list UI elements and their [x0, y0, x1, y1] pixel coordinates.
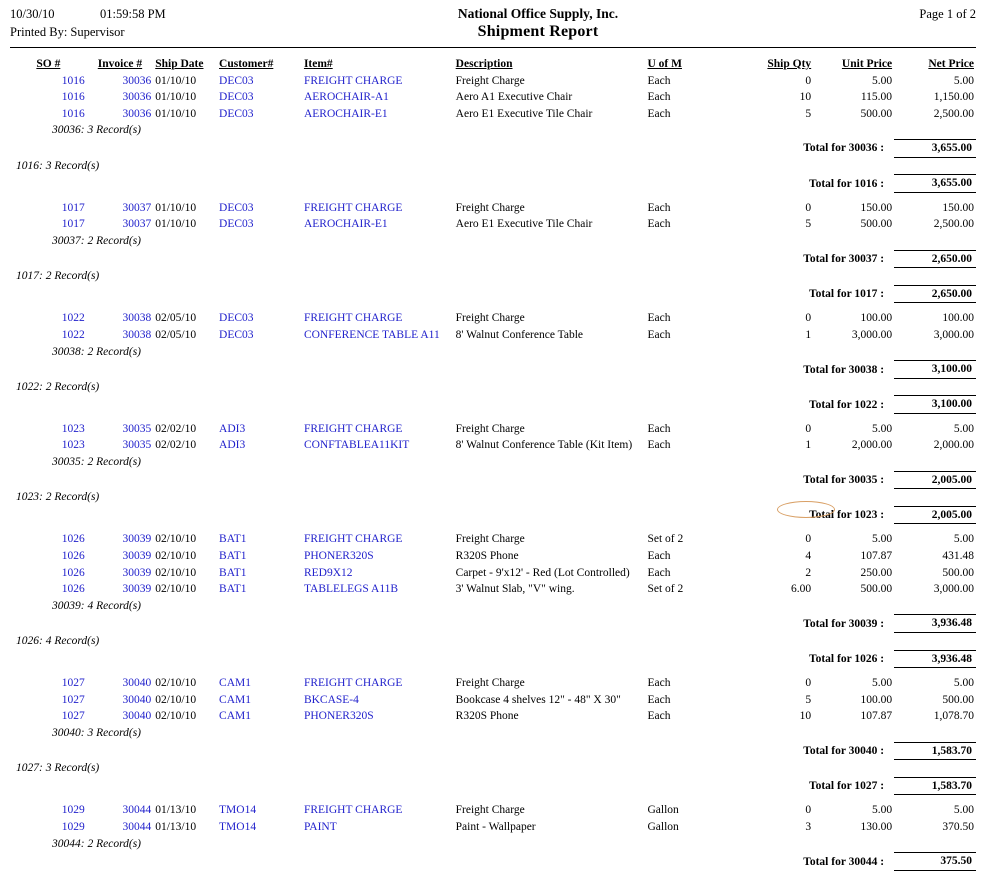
order-record-count-row — [10, 760, 976, 778]
column-header-ship-date: Ship Date — [155, 58, 204, 70]
cell-uom: Each — [647, 566, 671, 579]
report-date: 10/30/10 — [10, 7, 55, 21]
cell-ship-date: 02/05/10 — [155, 328, 197, 341]
cell-customer[interactable]: BAT1 — [219, 533, 247, 546]
order-total-row — [10, 506, 976, 524]
order-total-row — [10, 650, 976, 668]
cell-net: 2,500.00 — [933, 218, 974, 231]
column-header-description: Description — [455, 58, 513, 70]
column-header-customer: Customer# — [219, 58, 274, 70]
cell-qty: 4 — [805, 550, 812, 563]
cell-item[interactable]: BKCASE-4 — [303, 693, 359, 706]
table-row[interactable] — [10, 327, 976, 344]
cell-description: Aero E1 Executive Tile Chair — [455, 218, 593, 231]
cell-ship-date: 01/10/10 — [155, 107, 197, 120]
cell-unit: 107.87 — [860, 550, 893, 563]
cell-unit: 100.00 — [860, 312, 893, 325]
cell-ship-date: 02/02/10 — [155, 422, 197, 435]
group-spacer-cell — [10, 413, 976, 421]
cell-ship-date: 02/05/10 — [155, 312, 197, 325]
cell-item[interactable]: FREIGHT CHARGE — [303, 74, 403, 87]
cell-unit: 107.87 — [860, 710, 893, 723]
cell-item[interactable]: PHONER320S — [303, 550, 374, 563]
cell-uom: Each — [647, 91, 671, 104]
cell-net: 150.00 — [942, 201, 974, 214]
cell-net: 431.48 — [942, 550, 974, 563]
cell-qty: 0 — [805, 312, 812, 325]
order-total-label: Total for 1016 : — [808, 177, 885, 190]
cell-ship-date: 02/10/10 — [155, 566, 197, 579]
cell-so[interactable]: 1027 — [61, 677, 85, 690]
cell-description: 3' Walnut Slab, "V" wing. — [455, 583, 575, 596]
cell-ship-date: 01/10/10 — [155, 91, 197, 104]
order-total-row — [10, 777, 976, 795]
cell-so[interactable]: 1016 — [61, 107, 85, 120]
order-record-count-row — [10, 489, 976, 507]
cell-uom: Set of 2 — [647, 533, 684, 546]
cell-net: 5.00 — [953, 677, 974, 690]
cell-qty: 5 — [805, 693, 812, 706]
cell-uom: Each — [647, 312, 671, 325]
cell-description: Freight Charge — [455, 677, 525, 690]
cell-description: Aero E1 Executive Tile Chair — [455, 107, 593, 120]
cell-uom: Each — [647, 422, 671, 435]
cell-invoice[interactable]: 30040 — [122, 693, 152, 706]
cell-uom: Each — [647, 328, 671, 341]
cell-qty: 10 — [799, 710, 812, 723]
cell-ship-date: 01/10/10 — [155, 218, 197, 231]
cell-qty: 1 — [805, 439, 812, 452]
cell-customer[interactable]: ADI3 — [219, 439, 246, 452]
invoice-record-count: 30035: 2 Record(s) — [52, 456, 141, 469]
cell-description: Paint - Wallpaper — [455, 820, 536, 833]
table-row[interactable] — [10, 548, 976, 565]
group-spacer-cell — [10, 303, 976, 311]
cell-customer[interactable]: DEC03 — [219, 91, 254, 104]
invoice-record-count: 30040: 3 Record(s) — [52, 726, 141, 739]
table-row[interactable] — [10, 310, 976, 327]
cell-invoice[interactable]: 30038 — [122, 328, 152, 341]
cell-item[interactable]: FREIGHT CHARGE — [303, 312, 403, 325]
cell-customer[interactable]: DEC03 — [219, 218, 254, 231]
cell-customer[interactable]: TMO14 — [219, 804, 257, 817]
cell-net: 5.00 — [953, 74, 974, 87]
table-row[interactable] — [10, 216, 976, 233]
cell-customer[interactable]: BAT1 — [219, 583, 247, 596]
report-time: 01:59:58 PM — [100, 7, 166, 21]
group-spacer — [10, 870, 976, 878]
cell-unit: 115.00 — [860, 91, 893, 104]
table-row[interactable] — [10, 692, 976, 709]
cell-so[interactable]: 1027 — [61, 710, 85, 723]
cell-net: 5.00 — [953, 804, 974, 817]
table-row[interactable] — [10, 200, 976, 217]
invoice-record-count: 30038: 2 Record(s) — [52, 345, 141, 358]
cell-description: 8' Walnut Conference Table (Kit Item) — [455, 439, 633, 452]
table-row[interactable] — [10, 73, 976, 90]
order-record-count: 1027: 3 Record(s) — [16, 762, 100, 775]
cell-item[interactable]: TABLELEGS A11B — [303, 583, 399, 596]
cell-customer[interactable]: BAT1 — [219, 566, 247, 579]
report-header-top — [10, 6, 976, 22]
invoice-record-count-row — [10, 233, 976, 250]
group-spacer — [10, 524, 976, 532]
cell-item[interactable]: CONFTABLEA11KIT — [303, 439, 410, 452]
cell-net: 2,000.00 — [933, 439, 974, 452]
cell-description: Freight Charge — [455, 201, 525, 214]
order-record-count: 1026: 4 Record(s) — [16, 635, 100, 647]
invoice-total-amount: 2,650.00 — [894, 250, 976, 268]
cell-so[interactable]: 1026 — [61, 550, 85, 563]
cell-uom: Gallon — [647, 804, 679, 817]
cell-qty: 1 — [805, 328, 812, 341]
cell-item[interactable]: AEROCHAIR-E1 — [303, 107, 388, 120]
cell-qty: 0 — [805, 677, 812, 690]
cell-so[interactable]: 1016 — [61, 91, 85, 104]
order-total-amount: 3,100.00 — [894, 396, 976, 414]
cell-invoice[interactable]: 30037 — [122, 218, 152, 231]
table-header-row — [10, 56, 976, 73]
cell-item[interactable]: FREIGHT CHARGE — [303, 533, 403, 546]
cell-invoice[interactable]: 30039 — [122, 566, 152, 579]
cell-so[interactable]: 1026 — [61, 566, 85, 579]
column-header-invoice: Invoice # — [97, 58, 143, 70]
order-total-row — [10, 285, 976, 303]
cell-customer[interactable]: CAM1 — [219, 693, 251, 706]
order-record-count: 1016: 3 Record(s) — [16, 159, 100, 172]
invoice-record-count: 30039: 4 Record(s) — [52, 599, 141, 612]
cell-invoice[interactable]: 30036 — [122, 74, 152, 87]
cell-invoice[interactable]: 30044 — [122, 820, 152, 833]
cell-uom: Each — [647, 710, 671, 723]
cell-so[interactable]: 1023 — [61, 439, 85, 452]
cell-customer[interactable]: DEC03 — [219, 201, 254, 214]
cell-net: 500.00 — [942, 693, 974, 706]
cell-invoice[interactable]: 30036 — [122, 107, 152, 120]
order-total-amount: 3,655.00 — [894, 175, 976, 193]
table-row[interactable] — [10, 89, 976, 106]
table-row[interactable] — [10, 421, 976, 438]
cell-qty: 10 — [799, 91, 812, 104]
group-spacer-cell — [10, 668, 976, 676]
table-row[interactable] — [10, 106, 976, 123]
cell-item[interactable]: PHONER320S — [303, 710, 374, 723]
cell-uom: Gallon — [647, 820, 679, 833]
invoice-total-row — [10, 250, 976, 268]
cell-unit: 500.00 — [860, 218, 893, 231]
cell-item[interactable]: FREIGHT CHARGE — [303, 804, 403, 817]
cell-so[interactable]: 1027 — [61, 693, 85, 706]
order-total-label: Total for 1023 : — [808, 509, 885, 522]
cell-ship-date: 02/10/10 — [155, 693, 197, 706]
cell-ship-date: 01/13/10 — [155, 820, 197, 833]
invoice-total-amount: 375.50 — [894, 853, 976, 871]
cell-net: 500.00 — [942, 566, 974, 579]
cell-net: 5.00 — [953, 422, 974, 435]
cell-net: 100.00 — [942, 312, 974, 325]
cell-ship-date: 01/13/10 — [155, 804, 197, 817]
invoice-total-label: Total for 30035 : — [803, 474, 885, 487]
cell-invoice[interactable]: 30039 — [122, 583, 152, 596]
cell-invoice[interactable]: 30040 — [122, 710, 152, 723]
cell-uom: Each — [647, 218, 671, 231]
cell-invoice[interactable]: 30035 — [122, 422, 152, 435]
invoice-record-count-row — [10, 598, 976, 615]
invoice-record-count: 30037: 2 Record(s) — [52, 234, 141, 247]
column-header-ship-qty: Ship Qty — [767, 58, 812, 70]
group-spacer-cell — [10, 795, 976, 803]
cell-net: 1,078.70 — [933, 710, 974, 723]
table-row[interactable] — [10, 708, 976, 725]
order-total-label: Total for 1027 : — [808, 780, 885, 793]
cell-description: Freight Charge — [455, 74, 525, 87]
cell-description: R320S Phone — [455, 710, 519, 723]
table-body — [10, 73, 976, 878]
invoice-record-count-row — [10, 836, 976, 853]
cell-invoice[interactable]: 30036 — [122, 91, 152, 104]
group-spacer-cell — [10, 192, 976, 200]
order-record-count-row — [10, 157, 976, 175]
invoice-total-label: Total for 30039 : — [803, 617, 885, 630]
cell-uom: Each — [647, 201, 671, 214]
cell-uom: Each — [647, 693, 671, 706]
cell-ship-date: 01/10/10 — [155, 74, 197, 87]
cell-invoice[interactable]: 30039 — [122, 533, 152, 546]
cell-invoice[interactable]: 30037 — [122, 201, 152, 214]
cell-unit: 5.00 — [871, 533, 893, 546]
cell-unit: 130.00 — [860, 820, 893, 833]
cell-invoice[interactable]: 30038 — [122, 312, 152, 325]
invoice-total-label: Total for 30044 : — [803, 855, 885, 868]
order-total-amount: 3,936.48 — [894, 650, 976, 668]
invoice-total-row — [10, 742, 976, 760]
invoice-total-row — [10, 615, 976, 633]
shipment-table — [10, 56, 976, 878]
cell-uom: Set of 2 — [647, 583, 684, 596]
cell-unit: 500.00 — [860, 107, 893, 120]
cell-unit: 5.00 — [871, 74, 893, 87]
cell-qty: 5 — [805, 107, 812, 120]
invoice-total-row — [10, 471, 976, 489]
cell-customer[interactable]: DEC03 — [219, 107, 254, 120]
cell-unit: 3,000.00 — [851, 328, 893, 341]
table-row[interactable] — [10, 581, 976, 598]
order-total-row — [10, 396, 976, 414]
cell-ship-date: 02/10/10 — [155, 533, 197, 546]
cell-description: Bookcase 4 shelves 12" - 48" X 30" — [455, 693, 621, 706]
cell-so[interactable]: 1016 — [61, 74, 85, 87]
group-spacer-cell — [10, 524, 976, 532]
cell-uom: Each — [647, 74, 671, 87]
group-spacer — [10, 668, 976, 676]
cell-so[interactable]: 1023 — [61, 422, 85, 435]
cell-uom: Each — [647, 107, 671, 120]
group-spacer — [10, 192, 976, 200]
invoice-total-amount: 2,005.00 — [894, 471, 976, 489]
invoice-total-label: Total for 30040 : — [803, 745, 885, 758]
invoice-total-row — [10, 361, 976, 379]
invoice-record-count-row — [10, 725, 976, 742]
cell-so[interactable]: 1029 — [61, 820, 85, 833]
column-header-item: Item# — [303, 58, 333, 70]
cell-description: Freight Charge — [455, 533, 525, 546]
invoice-total-amount: 3,936.48 — [894, 615, 976, 633]
order-total-label: Total for 1022 : — [808, 398, 885, 411]
order-record-count: 1023: 2 Record(s) — [16, 491, 100, 504]
column-header-unit-price: Unit Price — [841, 58, 893, 70]
header-divider — [10, 47, 976, 48]
printed-by: Printed By: Supervisor — [10, 25, 125, 39]
cell-description: Freight Charge — [455, 312, 525, 325]
table-row[interactable] — [10, 565, 976, 582]
cell-unit: 5.00 — [871, 804, 893, 817]
cell-customer[interactable]: CAM1 — [219, 677, 251, 690]
group-spacer — [10, 303, 976, 311]
cell-so[interactable]: 1022 — [61, 312, 85, 325]
cell-ship-date: 02/10/10 — [155, 677, 197, 690]
cell-unit: 5.00 — [871, 677, 893, 690]
cell-customer[interactable]: BAT1 — [219, 550, 247, 563]
cell-item[interactable]: AEROCHAIR-E1 — [303, 218, 388, 231]
order-record-count-row — [10, 378, 976, 396]
cell-qty: 0 — [805, 804, 812, 817]
order-record-count-row — [10, 633, 976, 651]
cell-qty: 3 — [805, 820, 812, 833]
cell-item[interactable]: FREIGHT CHARGE — [303, 677, 403, 690]
cell-net: 5.00 — [953, 533, 974, 546]
cell-net: 3,000.00 — [933, 328, 974, 341]
invoice-record-count-row — [10, 122, 976, 139]
cell-unit: 150.00 — [860, 201, 893, 214]
cell-uom: Each — [647, 550, 671, 563]
order-record-count: 1022: 2 Record(s) — [16, 380, 100, 393]
table-row[interactable] — [10, 819, 976, 836]
cell-unit: 5.00 — [871, 422, 893, 435]
cell-unit: 100.00 — [860, 693, 893, 706]
cell-customer[interactable]: TMO14 — [219, 820, 257, 833]
table-row[interactable] — [10, 675, 976, 692]
cell-ship-date: 02/10/10 — [155, 710, 197, 723]
page-number: Page 1 of 2 — [919, 7, 976, 21]
cell-qty: 0 — [805, 201, 812, 214]
cell-qty: 2 — [805, 566, 812, 579]
cell-item[interactable]: CONFERENCE TABLE A11 — [303, 328, 440, 341]
cell-uom: Each — [647, 677, 671, 690]
cell-customer[interactable]: CAM1 — [219, 710, 251, 723]
cell-ship-date: 02/10/10 — [155, 550, 197, 563]
invoice-total-amount: 1,583.70 — [894, 742, 976, 760]
cell-ship-date: 01/10/10 — [155, 201, 197, 214]
cell-ship-date: 02/02/10 — [155, 439, 197, 452]
invoice-total-amount: 3,100.00 — [894, 361, 976, 379]
order-total-label: Total for 1026 : — [808, 653, 885, 666]
cell-so[interactable]: 1017 — [61, 201, 85, 214]
cell-invoice[interactable]: 30040 — [122, 677, 152, 690]
cell-unit: 250.00 — [860, 566, 893, 579]
order-record-count-row — [10, 268, 976, 286]
invoice-total-amount: 3,655.00 — [894, 139, 976, 157]
cell-item[interactable]: FREIGHT CHARGE — [303, 201, 403, 214]
table-row[interactable] — [10, 802, 976, 819]
page-title: Shipment Report — [477, 23, 599, 40]
invoice-total-row — [10, 139, 976, 157]
cell-net: 1,150.00 — [933, 91, 974, 104]
cell-so[interactable]: 1022 — [61, 328, 85, 341]
column-header-so: SO # — [36, 58, 61, 70]
cell-uom: Each — [647, 439, 671, 452]
cell-invoice[interactable]: 30039 — [122, 550, 152, 563]
cell-so[interactable]: 1029 — [61, 804, 85, 817]
cell-net: 2,500.00 — [933, 107, 974, 120]
cell-unit: 2,000.00 — [851, 439, 893, 452]
cell-description: 8' Walnut Conference Table — [455, 328, 583, 341]
order-total-amount: 2,005.00 — [894, 506, 976, 524]
cell-ship-date: 02/10/10 — [155, 583, 197, 596]
cell-net: 3,000.00 — [933, 583, 974, 596]
group-spacer — [10, 413, 976, 421]
invoice-total-label: Total for 30037 : — [803, 253, 885, 266]
invoice-total-label: Total for 30036 : — [803, 142, 885, 155]
invoice-total-label: Total for 30038 : — [803, 363, 885, 376]
cell-qty: 5 — [805, 218, 812, 231]
cell-net: 370.50 — [942, 820, 974, 833]
order-total-row — [10, 175, 976, 193]
cell-customer[interactable]: DEC03 — [219, 74, 254, 87]
cell-qty: 0 — [805, 533, 812, 546]
invoice-record-count: 30036: 3 Record(s) — [52, 124, 141, 137]
cell-description: Carpet - 9'x12' - Red (Lot Controlled) — [455, 566, 630, 579]
invoice-total-row — [10, 853, 976, 871]
cell-unit: 500.00 — [860, 583, 893, 596]
table-row[interactable] — [10, 531, 976, 548]
order-total-amount: 2,650.00 — [894, 285, 976, 303]
order-record-count: 1017: 2 Record(s) — [16, 270, 100, 283]
cell-qty: 0 — [805, 74, 812, 87]
column-header-net-price: Net Price — [928, 58, 974, 70]
invoice-record-count-row — [10, 454, 976, 471]
cell-item[interactable]: FREIGHT CHARGE — [303, 422, 403, 435]
cell-qty: 6.00 — [791, 583, 812, 596]
invoice-record-count: 30044: 2 Record(s) — [52, 837, 141, 850]
cell-so[interactable]: 1017 — [61, 218, 85, 231]
cell-customer[interactable]: ADI3 — [219, 422, 246, 435]
cell-so[interactable]: 1026 — [61, 583, 85, 596]
cell-customer[interactable]: DEC03 — [219, 328, 254, 341]
group-spacer — [10, 795, 976, 803]
cell-qty: 0 — [805, 422, 812, 435]
company-name: National Office Supply, Inc. — [457, 6, 619, 21]
cell-description: R320S Phone — [455, 550, 519, 563]
cell-item[interactable]: AEROCHAIR-A1 — [303, 91, 389, 104]
cell-item[interactable]: RED9X12 — [303, 566, 353, 579]
report-header-second — [10, 23, 976, 41]
table-row[interactable] — [10, 437, 976, 454]
cell-description: Aero A1 Executive Chair — [455, 91, 573, 104]
cell-invoice[interactable]: 30035 — [122, 439, 152, 452]
cell-customer[interactable]: DEC03 — [219, 312, 254, 325]
order-total-amount: 1,583.70 — [894, 777, 976, 795]
column-header-uom: U of M — [647, 58, 682, 70]
invoice-record-count-row — [10, 344, 976, 361]
cell-description: Freight Charge — [455, 422, 525, 435]
cell-so[interactable]: 1026 — [61, 533, 85, 546]
cell-invoice[interactable]: 30044 — [122, 804, 152, 817]
cell-item[interactable]: PAINT — [303, 820, 337, 833]
group-spacer-cell — [10, 870, 976, 878]
cell-description: Freight Charge — [455, 804, 525, 817]
order-total-label: Total for 1017 : — [808, 288, 885, 301]
